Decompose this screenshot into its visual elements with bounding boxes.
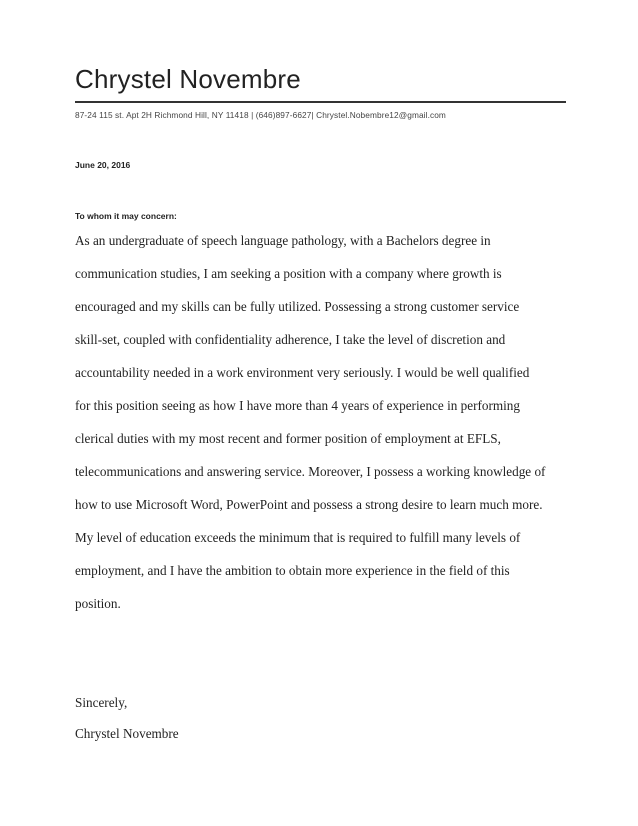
body-line: communication studies, I am seeking a position with a company where growth is [75, 266, 502, 281]
signature-name: Chrystel Novembre [75, 726, 179, 741]
letter-date: June 20, 2016 [75, 160, 131, 170]
body-line: employment, and I have the ambition to obtain more experience in the field of this [75, 563, 510, 578]
body-line: encouraged and my skills can be fully utilized. Possessing a strong customer service [75, 299, 520, 314]
body-line: accountability needed in a work environment very seriously. I would be well qualified [75, 365, 530, 380]
body-line: As an undergraduate of speech language pathology, with a Bachelors degree in [75, 233, 491, 248]
contact-info: 87-24 115 st. Apt 2H Richmond Hill, NY 11418 | (646)897-6627| Chrystel.Nobembre12@gmail.com [75, 110, 446, 120]
header-divider [75, 101, 566, 103]
body-line: My level of education exceeds the minimum that is required to fulfill many levels of [75, 530, 521, 545]
body-line: position. [75, 596, 121, 611]
body-line: telecommunications and answering service. Moreover, I possess a working knowledge of [75, 464, 546, 479]
body-line: for this position seeing as how I have more than 4 years of experience in performing [75, 398, 520, 413]
salutation: To whom it may concern: [75, 211, 177, 221]
body-line: clerical duties with my most recent and former position of employment at EFLS, [75, 431, 501, 446]
sender-name: Chrystel Novembre [75, 64, 301, 94]
body-line: how to use Microsoft Word, PowerPoint and possess a strong desire to learn much more. [75, 497, 543, 512]
closing: Sincerely, [75, 695, 128, 710]
body-line: skill-set, coupled with confidentiality adherence, I take the level of discretion and [75, 332, 506, 347]
